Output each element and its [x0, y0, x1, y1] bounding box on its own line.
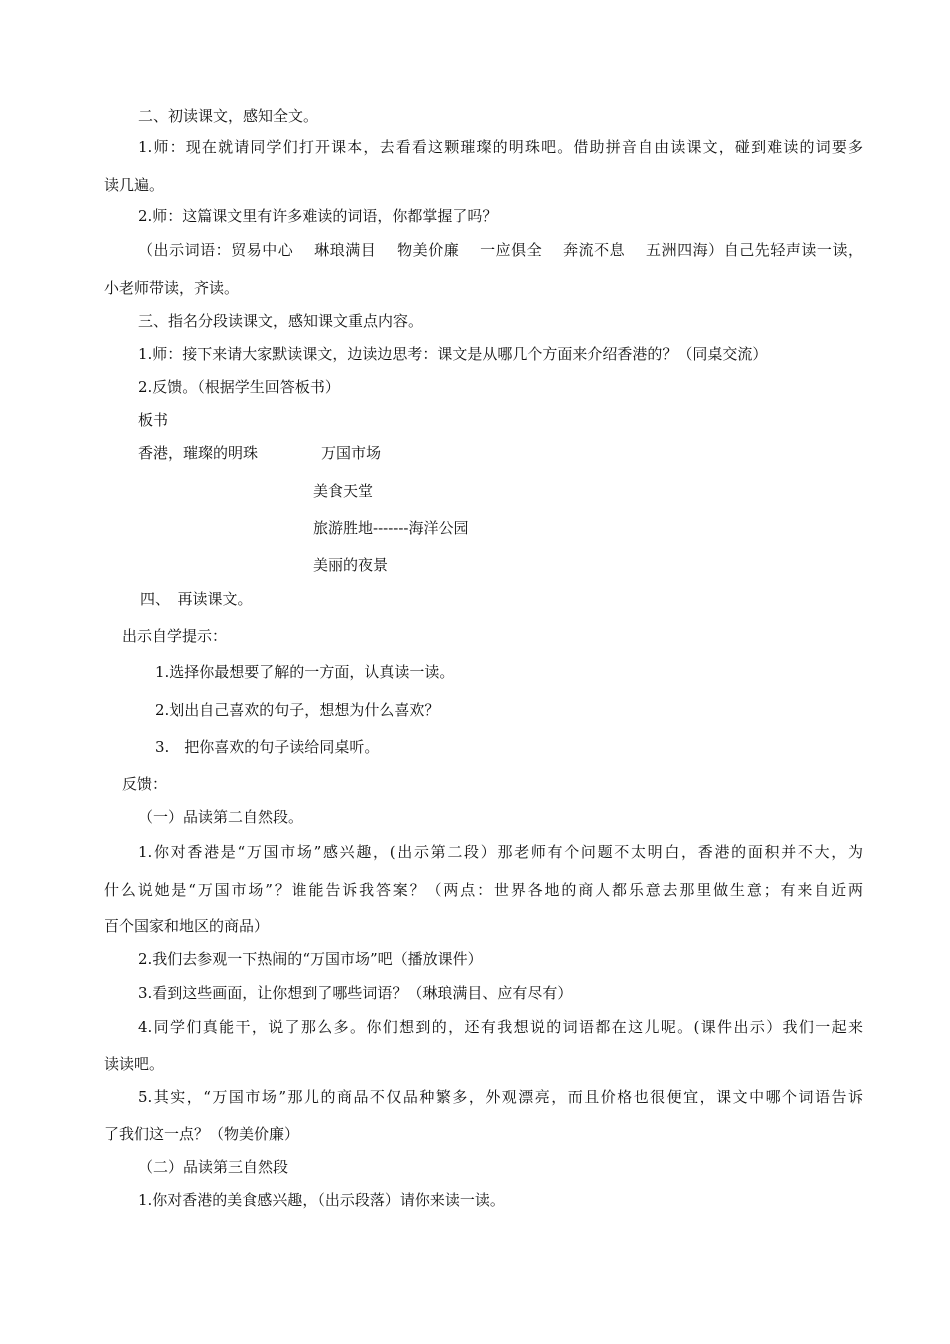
part1-q4-line1: 4.同学们真能干，说了那么多。你们想到的，还有我想说的词语都在这儿呢。(课件出示）我们一起来 [138, 1018, 863, 1036]
section2-words-line1: （出示词语：贸易中心 琳琅满目 物美价廉 一应俱全 奔流不息 五洲四海）自己先轻声读一读， [138, 241, 863, 259]
part1-q1-line3: 百个国家和地区的商品） [104, 917, 270, 935]
board-item-market: 万国市场 [321, 444, 382, 462]
section2-words-line2: 小老师带读，齐读。 [104, 279, 240, 297]
part1-q3: 3.看到这些画面，让你想到了哪些词语？（琳琅满目、应有尽有） [138, 984, 573, 1002]
tip-item: 2.划出自己喜欢的句子，想想为什么喜欢？ [155, 701, 440, 719]
part1-q1-line2: 什么说她是“万国市场”？谁能告诉我答案？（两点：世界各地的商人都乐意去那里做生意；有来自近两 [104, 881, 863, 899]
section3-p2: 2.反馈。（根据学生回答板书） [138, 378, 340, 396]
feedback-label: 反馈： [122, 775, 168, 793]
section2-heading: 二、初读课文，感知全文。 [138, 107, 319, 125]
tip-item: 3. 把你喜欢的句子读给同桌听。 [155, 738, 380, 756]
section2-p1-line2: 读几遍。 [104, 176, 165, 194]
part2-q1: 1.你对香港的美食感兴趣，（出示段落）请你来读一读。 [138, 1191, 505, 1209]
part2-heading: （二）品读第三自然段 [138, 1158, 289, 1176]
tip-item: 1.选择你最想要了解的一方面，认真读一读。 [155, 663, 455, 681]
part1-q5-line1: 5.其实，“万国市场”那儿的商品不仅品种繁多，外观漂亮，而且价格也很便宜，课文中哪个词语告诉 [138, 1088, 863, 1106]
tips-label: 出示自学提示： [122, 627, 228, 645]
part1-q1-line1: 1.你对香港是“万国市场”感兴趣，(出示第二段）那老师有个问题不太明白，香港的面积并不大，为 [138, 843, 863, 861]
part1-q4-line2: 读读吧。 [104, 1055, 165, 1073]
section4-heading: 四、 再读课文。 [140, 590, 253, 608]
board-item-food: 美食天堂 [313, 482, 374, 500]
section2-p1-line1: 1.师：现在就请同学们打开课本，去看看这颗璀璨的明珠吧。借助拼音自由读课文，碰到难读的词要多 [138, 138, 863, 156]
section3-p1: 1.师：接下来请大家默读课文，边读边思考：课文是从哪几个方面来介绍香港的？（同桌交流） [138, 345, 768, 363]
board-label: 板书 [138, 411, 169, 429]
board-item-tourism: 旅游胜地-------海洋公园 [313, 519, 469, 537]
part1-q2: 2.我们去参观一下热闹的“万国市场”吧（播放课件） [138, 950, 483, 968]
section2-p2: 2.师：这篇课文里有许多难读的词语，你都掌握了吗？ [138, 207, 498, 225]
part1-heading: （一）品读第二自然段。 [138, 808, 304, 826]
board-main-title: 香港，璀璨的明珠 [138, 444, 259, 462]
section3-heading: 三、指名分段读课文，感知课文重点内容。 [138, 312, 424, 330]
part1-q5-line2: 了我们这一点？（物美价廉） [104, 1125, 300, 1143]
board-item-night: 美丽的夜景 [313, 556, 389, 574]
